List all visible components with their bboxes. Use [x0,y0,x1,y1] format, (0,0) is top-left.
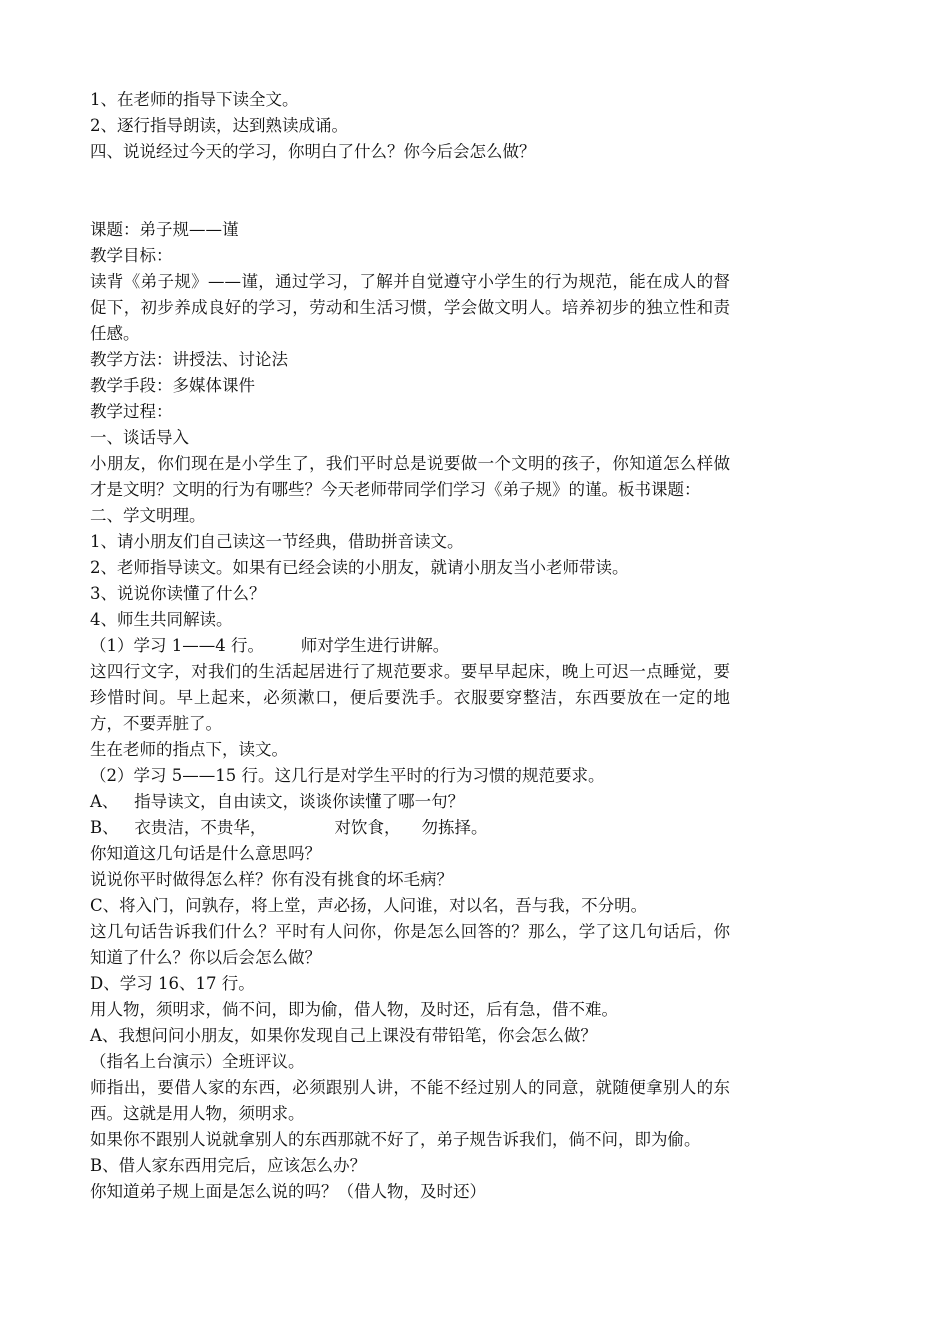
item-d-b2: 你知道弟子规上面是怎么说的吗？（借人物，及时还） [90,1182,486,1201]
step2-item-3: 3、说说你读懂了什么？ [90,584,266,603]
goal-text: 读背《弟子规》——谨，通过学习，了解并自觉遵守小学生的行为规范，能在成人的督促下，初步养成良好的学习，劳动和生活习惯，学会做文明人。培养初步的独立性和责任感。 [90,272,730,343]
item-d: D、学习 16、17 行。 [90,974,255,993]
section-gap [90,165,730,217]
item-c: C、将入门，问孰存，将上堂，声必扬，人问谁，对以名，吾与我，不分明。 [90,896,648,915]
intro-line-3: 四、说说经过今天的学习，你明白了什么？你今后会怎么做？ [90,142,536,161]
item-a: A、 指导读文，自由读文，谈谈你读懂了哪一句？ [90,792,465,811]
step2-item-1: 1、请小朋友们自己读这一节经典，借助拼音读文。 [90,532,464,551]
item-b-question-2: 说说你平时做得怎么样？你有没有挑食的坏毛病？ [90,870,453,889]
item-b-question-1: 你知道这几句话是什么意思吗？ [90,844,321,863]
step2-item-4: 4、师生共同解读。 [90,610,233,629]
item-b: B、 衣贵洁，不贵华， 对饮食， 勿拣择。 [90,818,488,837]
means-line: 教学手段：多媒体课件 [90,376,255,395]
intro-line-1: 1、在老师的指导下读全文。 [90,90,299,109]
item-d-a4: 如果你不跟别人说就拿别人的东西那就不好了，弟子规告诉我们，倘不问，即为偷。 [90,1130,701,1149]
item-d-a3: 师指出，要借人家的东西，必须跟别人讲，不能不经过别人的同意，就随便拿别人的东西。这就是用人物，须明求。 [90,1078,730,1123]
document-body [90,87,730,1205]
step2-item-2: 2、老师指导读文。如果有已经会读的小朋友，就请小朋友当小老师带读。 [90,558,629,577]
goal-heading: 教学目标： [90,246,173,265]
item-d-a2: （指名上台演示）全班评议。 [90,1052,305,1071]
part1-read: 生在老师的指点下，读文。 [90,740,288,759]
step2-heading: 二、学文明理。 [90,506,206,525]
part1-heading: （1）学习 1——4 行。 师对学生进行讲解。 [90,636,450,655]
part1-text: 这四行文字，对我们的生活起居进行了规范要求。要早早起床，晚上可迟一点睡觉，要珍惜时间。早上起来，必须漱口，便后要洗手。衣服要穿整洁，东西要放在一定的地方，不要弄脏了。 [90,662,730,733]
item-d-text: 用人物，须明求，倘不问，即为偷，借人物，及时还，后有急，借不难。 [90,1000,618,1019]
method-line: 教学方法：讲授法、讨论法 [90,350,288,369]
item-d-b: B、借人家东西用完后，应该怎么办？ [90,1156,367,1175]
step1-heading: 一、谈话导入 [90,428,189,447]
intro-line-2: 2、逐行指导朗读，达到熟读成诵。 [90,116,348,135]
process-heading: 教学过程： [90,402,173,421]
item-c-text: 这几句话告诉我们什么？平时有人问你，你是怎么回答的？那么，学了这几句话后，你知道了什么？你以后会怎么做？ [90,922,730,967]
lesson-title: 课题：弟子规——谨 [90,220,239,239]
part2-heading: （2）学习 5——15 行。这几行是对学生平时的行为习惯的规范要求。 [90,766,605,785]
item-d-a: A、我想问问小朋友，如果你发现自己上课没有带铅笔，你会怎么做？ [90,1026,597,1045]
step1-text: 小朋友，你们现在是小学生了，我们平时总是说要做一个文明的孩子，你知道怎么样做才是文明？文明的行为有哪些？今天老师带同学们学习《弟子规》的谨。板书课题： [90,454,730,499]
